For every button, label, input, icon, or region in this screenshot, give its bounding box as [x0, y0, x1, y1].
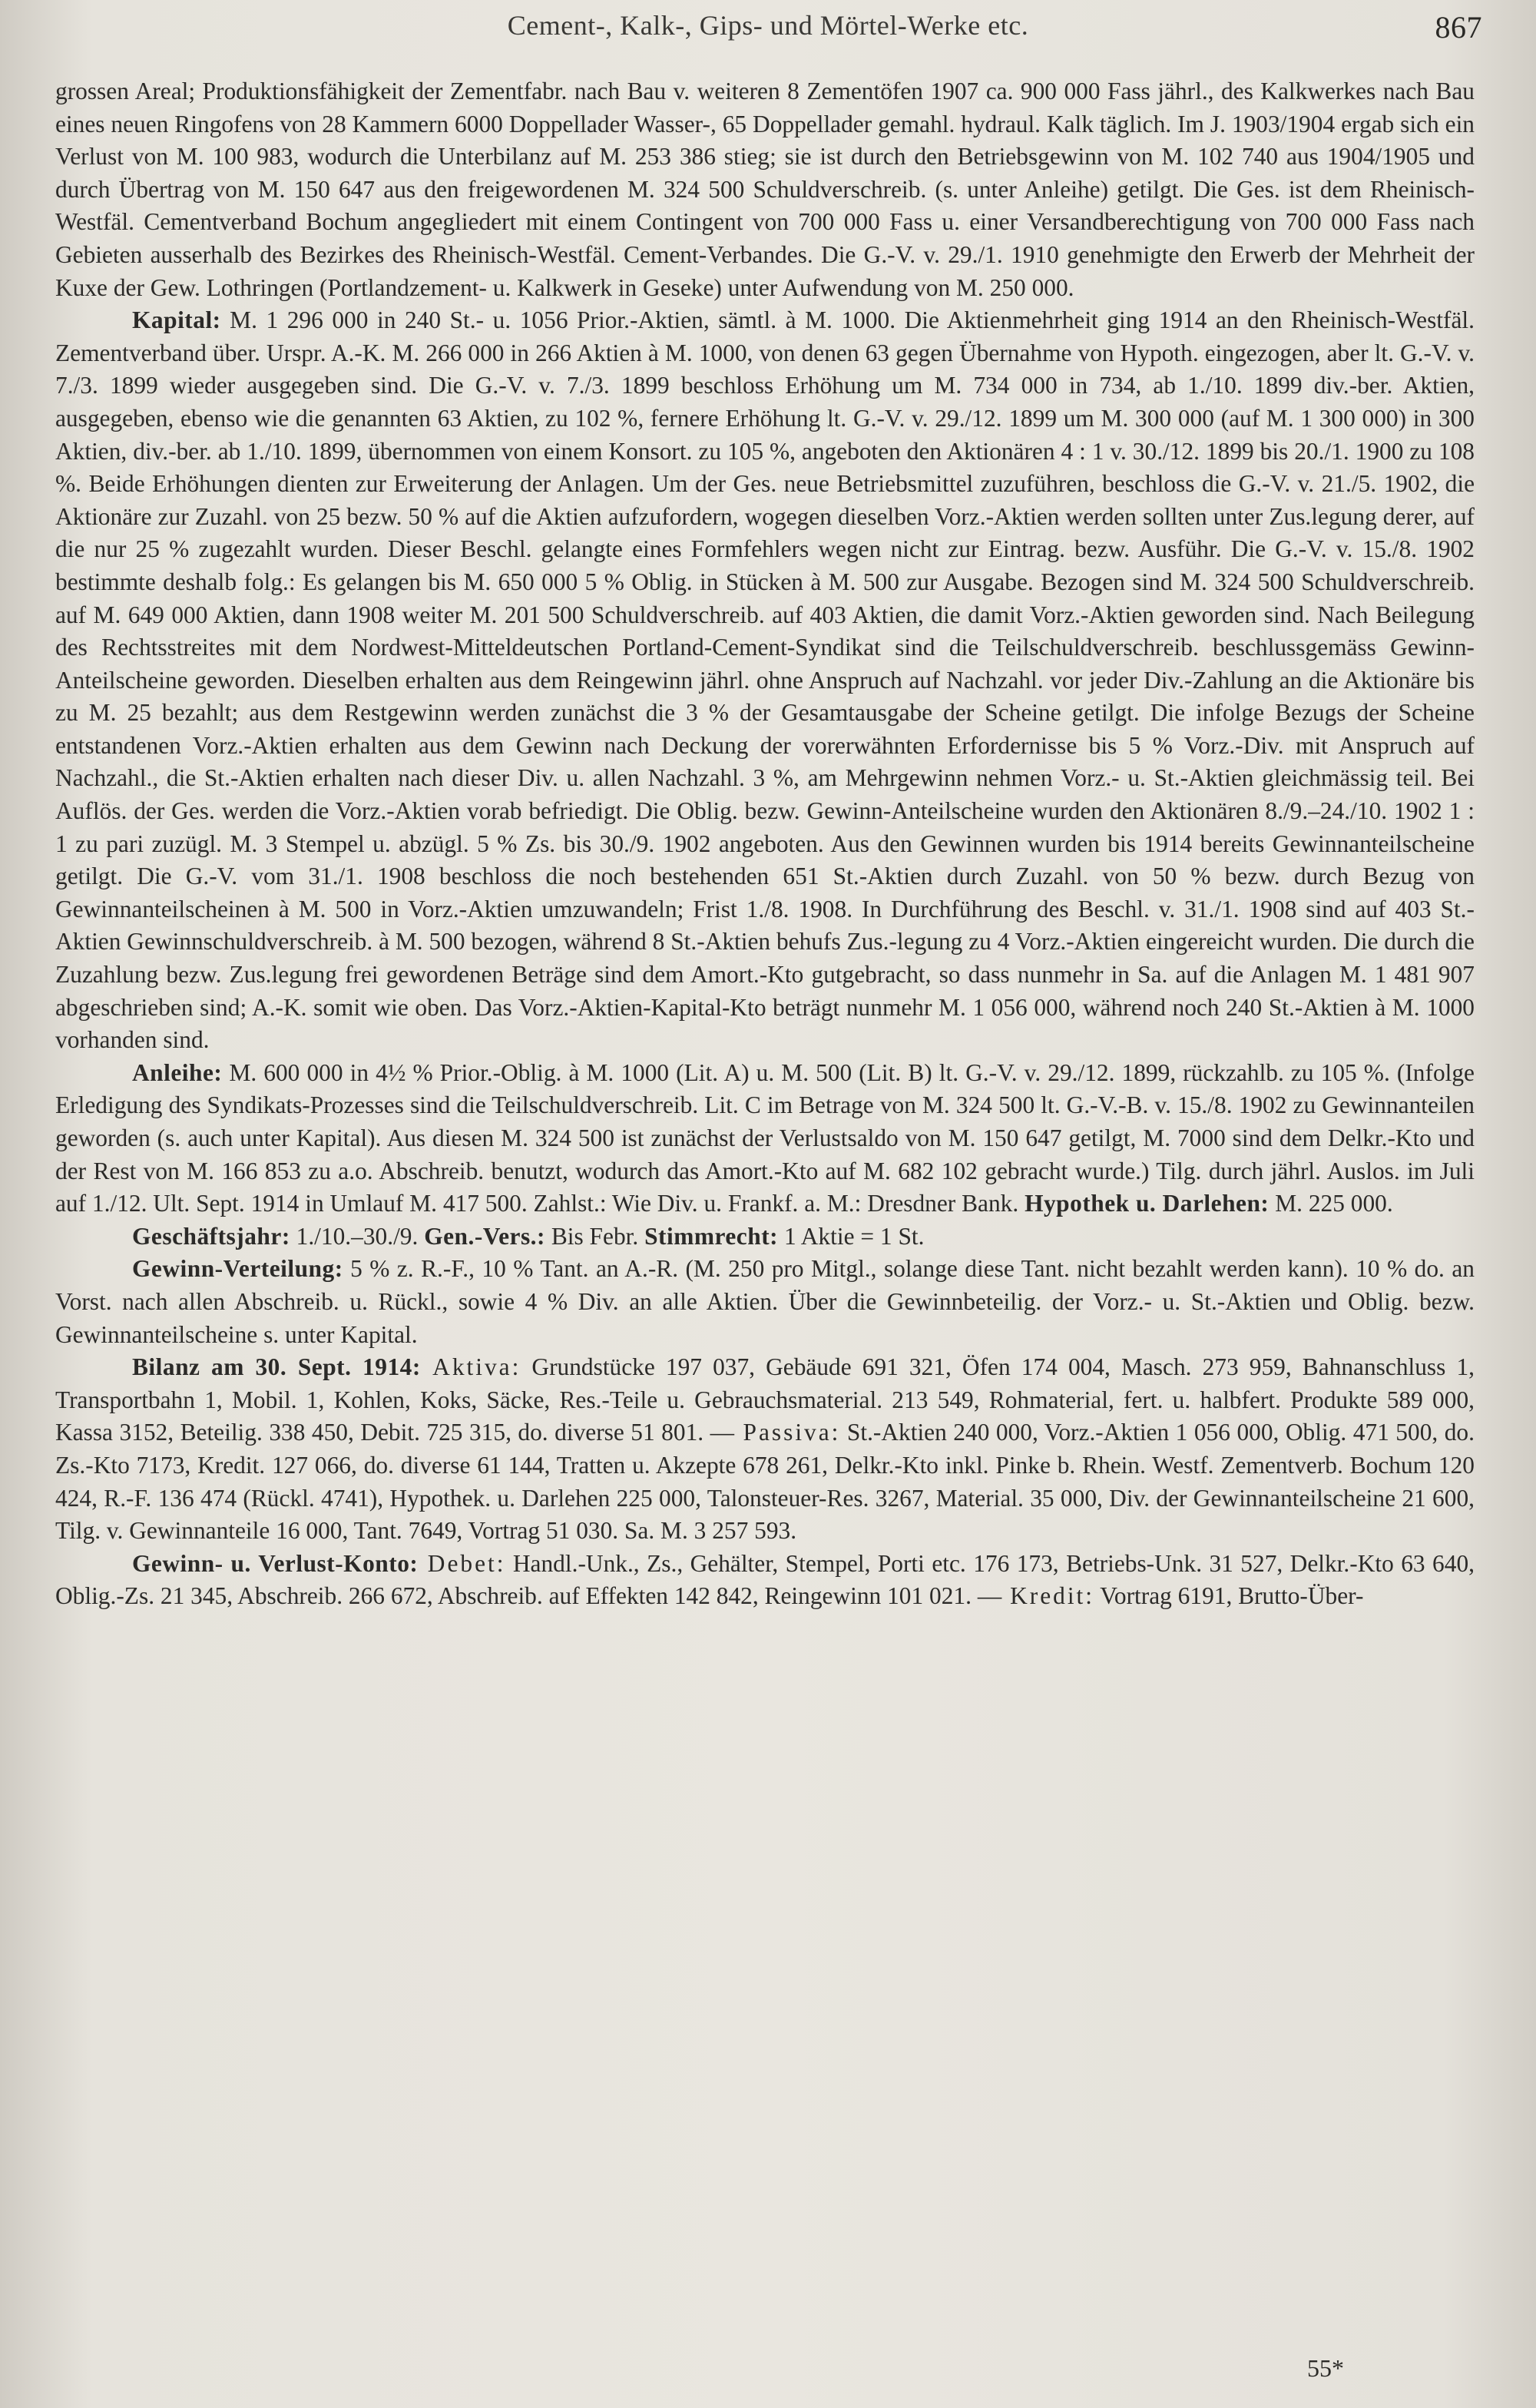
bilanz-passiva-label: Passiva:: [734, 1419, 841, 1446]
gewinnverteilung-label: Gewinn-Verteilung:: [132, 1255, 343, 1283]
genvers-text: Bis Febr.: [545, 1222, 639, 1250]
paragraph-bilanz: [55, 1351, 1475, 1548]
bilanz-aktiva-label: Aktiva:: [420, 1353, 521, 1381]
bilanz-label: Bilanz am 30. Sept. 1914:: [132, 1353, 421, 1381]
intro-text: grossen Areal; Produktionsfähigkeit der Zementfabr. nach Bau v. weiteren 8 Zementöfen 1907 ca. 900 000 Fass jährl., des Kalkwerkes nach Bau eines neuen Ringofens von 28 Kammern 6000 Doppellader Wasser-, 65 Doppellader gemahl. hydraul. Kalk täglich. Im J. 1903/1904 ergab sich ein Verlust von M. 100 983, wodurch die Unterbilanz auf M. 253 386 stieg; sie ist durch den Betriebsgewinn von M. 102 740 aus 1904/1905 und durch Übertrag von M. 150 647 aus den freigewordenen M. 324 500 Schuldverschreib. (s. unter Anleihe) getilgt. Die Ges. ist dem Rheinisch-Westfäl. Cementverband Bochum angegliedert mit einem Contingent von 700 000 Fass u. einer Versandberechtigung von 700 000 Fass nach Gebieten ausserhalb des Bezirkes des Rheinisch-Westfäl. Cement-Verbandes. Die G.-V. v. 29./1. 1910 genehmigte den Erwerb der Mehrheit der Kuxe der Gew. Lothringen (Portlandzement- u. Kalkwerk in Geseke) unter Aufwendung von M. 250 000.: [55, 78, 1475, 301]
kapital-label: Kapital:: [132, 306, 221, 334]
gewinnverteilung-text: 5 % z. R.-F., 10 % Tant. an A.-R. (M. 250 pro Mitgl., solange diese Tant. nicht bezahlt werden kann). 10 % do. an Vorst. nach allen Abschreib. u. Rückl., sowie 4 % Div. an alle Aktien. Über die Gewinnbeteilig. der Vorz.- u. St.-Aktien und Oblig. bezw. Gewinnanteilscheine s. unter Kapital.: [55, 1255, 1475, 1348]
guv-kredit-text: Vortrag 6191, Brutto-Über-: [1094, 1582, 1364, 1610]
paragraph-guv: [55, 1548, 1475, 1613]
running-title: Cement-, Kalk-, Gips- und Mörtel-Werke etc.: [507, 10, 1029, 41]
paragraph-gewinnverteilung: [55, 1253, 1475, 1351]
guv-kredit-label: Kredit:: [1001, 1582, 1094, 1610]
paragraph-intro: [55, 75, 1475, 304]
running-header: [54, 9, 1482, 48]
kapital-text: M. 1 296 000 in 240 St.- u. 1056 Prior.-Aktien, sämtl. à M. 1000. Die Aktienmehrheit ging 1914 an den Rheinisch-Westfäl. Zementverband über. Urspr. A.-K. M. 266 000 in 266 Aktien à M. 1000, von denen 63 gegen Übernahme von Hypoth. eingezogen, aber lt. G.-V. v. 7./3. 1899 wieder ausgegeben sind. Die G.-V. v. 7./3. 1899 beschloss Erhöhung um M. 734 000 in 734, ab 1./10. 1899 div.-ber. Aktien, ausgegeben, ebenso wie die genannten 63 Aktien, zu 102 %, fernere Erhöhung lt. G.-V. v. 29./12. 1899 um M. 300 000 (auf M. 1 300 000) in 300 Aktien, div.-ber. ab 1./10. 1899, übernommen von einem Konsort. zu 105 %, angeboten den Aktionären 4 : 1 v. 30./12. 1899 bis 20./1. 1900 zu 108 %. Beide Erhöhungen dienten zur Erweiterung der Anlagen. Um der Ges. neue Betriebsmittel zuzuführen, beschloss die G.-V. v. 21./5. 1902, die Aktionäre zur Zuzahl. von 25 bezw. 50 % auf die Aktien aufzufordern, wogegen dieselben Vorz.-Aktien werden sollten unter Zus.legung derer, auf die nur 25 % zugezahlt wurden. Dieser Beschl. gelangte eines Formfehlers wegen nicht zur Eintrag. bezw. Ausführ. Die G.-V. v. 15./8. 1902 bestimmte deshalb folg.: Es gelangen bis M. 650 000 5 % Oblig. in Stücken à M. 500 zur Ausgabe. Bezogen sind M. 324 500 Schuldverschreib. auf M. 649 000 Aktien, dann 1908 weiter M. 201 500 Schuldverschreib. auf 403 Aktien, die damit Vorz.-Aktien geworden sind. Nach Beilegung des Rechtsstreites mit dem Nordwest-Mitteldeutschen Portland-Cement-Syndikat sind die Teilschuldverschreib. beschlussgemäss Gewinn-Anteilscheine geworden. Dieselben erhalten aus dem Reingewinn jährl. ohne Anspruch auf Nachzahl. vor jeder Div.-Zahlung an die Aktionäre bis zu M. 25 bezahlt; aus dem Restgewinn werden zunächst die 3 % der Gesamtausgabe der Scheine getilgt. Die infolge Bezugs der Scheine entstandenen Vorz.-Aktien erhalten aus dem Gewinn nach Deckung der vorerwähnten Erfordernisse bis 5 % Vorz.-Div. mit Anspruch auf Nachzahl., die St.-Aktien erhalten nach dieser Div. u. allen Nachzahl. 3 %, am Mehrgewinn nehmen Vorz.- u. St.-Aktien gleichmässig teil. Bei Auflös. der Ges. werden die Vorz.-Aktien vorab befriedigt. Die Oblig. bezw. Gewinn-Anteilscheine wurden den Aktionären 8./9.–24./10. 1902 1 : 1 zu pari zuzügl. M. 3 Stempel u. abzügl. 5 % Zs. bis 30./9. 1902 angeboten. Aus den Gewinnen wurden bis 1914 bereits Gewinnanteilscheine getilgt. Die G.-V. vom 31./1. 1908 beschloss die noch bestehenden 651 St.-Aktien durch Zuzahl. von 50 % bezw. durch Bezug von Gewinnanteilscheinen à M. 500 in Vorz.-Aktien umzuwandeln; Frist 1./8. 1908. In Durchführung des Beschl. v. 31./1. 1908 sind auf 403 St.-Aktien Gewinnschuldverschreib. à M. 500 bezogen, während 8 St.-Aktien behufs Zus.-legung zu 4 Vorz.-Aktien eingereicht wurden. Die durch die Zuzahlung bezw. Zus.legung frei gewordenen Beträge sind dem Amort.-Kto gutgebracht, so dass nunmehr in Sa. auf die Anlagen M. 1 481 907 abgeschrieben sind; A.-K. somit wie oben. Das Vorz.-Aktien-Kapital-Kto beträgt nunmehr M. 1 056 000, während noch 240 St.-Aktien à M. 1000 vorhanden sind.: [55, 306, 1475, 1054]
anleihe-text: M. 600 000 in 4½ % Prior.-Oblig. à M. 1000 (Lit. A) u. M. 500 (Lit. B) lt. G.-V. v. 29./12. 1899, rückzahlb. zu 105 %. (Infolge Erledigung des Syndikats-Prozesses sind die Teilschuldverschreib. Lit. C im Betrage von M. 324 500 lt. G.-V.-B. v. 15./8. 1902 zu Gewinnanteilen geworden (s. auch unter Kapital). Aus diesen M. 324 500 ist zunächst der Verlustsaldo von M. 150 647 getilgt, M. 7000 sind dem Delkr.-Kto und der Rest von M. 166 853 zu a.o. Abschreib. benutzt, wodurch das Amort.-Kto auf M. 682 102 gebracht wurde.) Tilg. durch jährl. Auslos. im Juli auf 1./12. Ult. Sept. 1914 in Umlauf M. 417 500. Zahlst.: Wie Div. u. Frankf. a. M.: Dresdner Bank.: [55, 1058, 1475, 1217]
paragraph-anleihe: [55, 1057, 1475, 1221]
guv-debet-text: Handl.-Unk., Zs., Gehälter, Stempel, Porti etc. 176 173, Betriebs-Unk. 31 527, Delkr.-Kto 63 640, Oblig.-Zs. 21 345, Abschreib. 266 672, Abschreib. auf Effekten 142 842, Reingewinn 101 021. —: [55, 1549, 1475, 1610]
geschaeftsjahr-text: 1./10.–30./9.: [290, 1222, 419, 1250]
hypothek-label: Hypothek u. Darlehen:: [1025, 1190, 1270, 1217]
signature-mark: 55*: [1307, 2354, 1344, 2382]
guv-debet-label: Debet:: [418, 1549, 506, 1577]
genvers-label: Gen.-Vers.:: [424, 1222, 545, 1250]
paragraph-kapital: [55, 304, 1475, 1057]
anleihe-label: Anleihe:: [132, 1058, 223, 1086]
page-number: 867: [1435, 10, 1482, 45]
guv-label: Gewinn- u. Verlust-Konto:: [132, 1549, 419, 1577]
hypothek-text: M. 225 000.: [1269, 1190, 1393, 1217]
bilanz-aktiva-text: Grundstücke 197 037, Gebäude 691 321, Öfen 174 004, Masch. 273 959, Bahnanschluss 1, Transportbahn 1, Mobil. 1, Kohlen, Koks, Säcke, Res.-Teile u. Gebrauchsmaterial. 213 549, Rohmaterial, fert. u. halbfert. Produkte 589 000, Kassa 3152, Beteilig. 338 450, Debit. 725 315, do. diverse 51 801. —: [55, 1353, 1475, 1446]
geschaeftsjahr-label: Geschäftsjahr:: [132, 1222, 290, 1250]
bilanz-passiva-text: St.-Aktien 240 000, Vorz.-Aktien 1 056 000, Oblig. 471 500, do. Zs.-Kto 7173, Kredit. 127 066, do. diverse 61 144, Tratten u. Akzepte 678 261, Delkr.-Kto inkl. Pinke b. Rhein. Westf. Zementverb. Bochum 120 424, R.-F. 136 474 (Rückl. 4741), Hypothek. u. Darlehen 225 000, Talonsteuer-Res. 3267, Material. 35 000, Div. der Gewinnanteilscheine 21 600, Tilg. v. Gewinnanteile 16 000, Tant. 7649, Vortrag 51 030. Sa. M. 3 257 593.: [55, 1419, 1475, 1545]
stimmrecht-text: 1 Aktie = 1 St.: [778, 1222, 925, 1250]
body-text: [55, 75, 1475, 1613]
stimmrecht-label: Stimmrecht:: [644, 1222, 779, 1250]
paragraph-geschaeftsjahr: [55, 1221, 1475, 1254]
